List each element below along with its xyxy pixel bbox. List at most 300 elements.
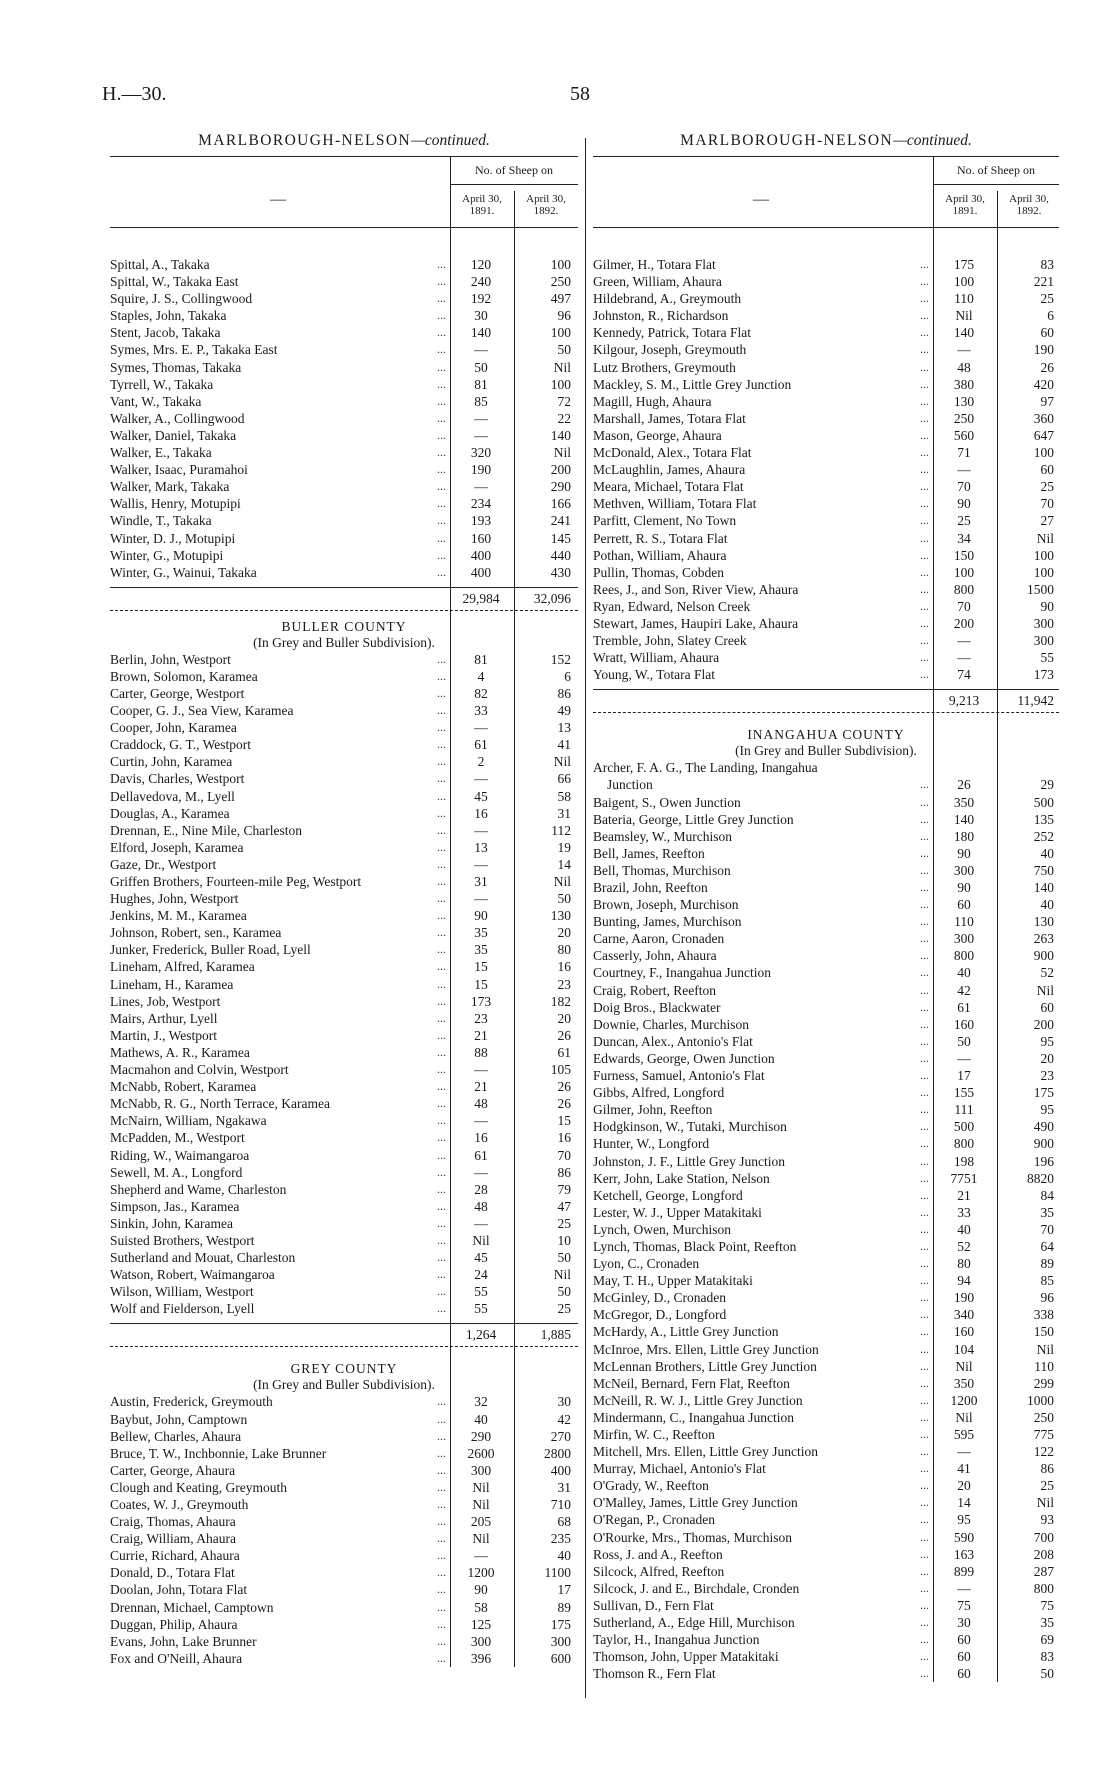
table-row: Archer, F. A. G., The Landing, Inangahua [593,760,818,776]
sheep-1892: 190 [1033,342,1054,358]
sheep-1891: 250 [953,410,975,426]
sheep-1892: 100 [550,376,571,392]
owner-name: O'Grady, W., Reefton [593,1478,709,1494]
table-row [593,598,1059,615]
owner-name: McInroe, Mrs. Ellen, Little Grey Junction [593,1341,819,1357]
sheep-1891: 21 [474,1027,488,1043]
leader-dots: ... [437,1301,446,1316]
sheep-1892: 130 [1033,914,1054,930]
sheep-1892: 40 [1040,845,1054,861]
owner-name: Cooper, G. J., Sea View, Karamea [110,703,294,719]
sheep-1892: 150 [1033,1324,1054,1340]
table-row [593,811,1059,828]
leader-dots: ... [920,325,929,340]
table-row [110,1564,578,1581]
sheep-1892: 140 [1033,880,1054,895]
sheep-1892: 647 [1033,427,1054,443]
left-rows-marlborough [110,256,578,581]
leader-dots: ... [920,462,929,477]
sheep-1892: 100 [550,325,571,341]
sheep-1892: 83 [1040,1649,1054,1665]
sheep-1891: 35 [474,942,488,958]
table-row [110,1633,578,1650]
sheep-1892: 16 [557,959,571,975]
sheep-1892: 26 [557,1027,571,1043]
sheep-1892: 800 [1033,1580,1054,1596]
sheep-1891: Nil [955,1409,973,1425]
sheep-1892: 145 [550,530,571,546]
table-row [593,1529,1059,1546]
sheep-1891: 111 [954,1102,974,1118]
leader-dots: ... [920,291,929,306]
table-row [593,1341,1059,1358]
table-row [110,1599,578,1616]
leader-dots: ... [437,410,446,425]
right-header-dash: — [753,191,769,208]
leader-dots: ... [437,1497,446,1511]
sheep-1892: 25 [1040,1478,1054,1494]
owner-name: Craig, Robert, Reefton [593,982,716,998]
table-row [593,427,1059,444]
leader-dots: ... [437,427,446,442]
leader-dots: ... [920,931,929,946]
leader-dots: ... [920,1238,929,1253]
leader-dots: ... [437,1164,446,1179]
owner-name: Brown, Joseph, Murchison [593,897,739,913]
leader-dots: ... [920,257,929,271]
leader-dots: ... [920,1033,929,1048]
table-row [593,1016,1059,1033]
owner-name: Watson, Robert, Waimangaroa [110,1267,275,1283]
sheep-1891: 81 [474,651,488,667]
owner-name: Drennan, E., Nine Mile, Charleston [110,822,302,838]
sheep-1891: 155 [953,1085,975,1101]
leader-dots: ... [437,908,446,923]
right-rows-inangahua [593,776,1059,1682]
owner-name: Shepherd and Wame, Charleston [110,1181,287,1197]
owner-name: Martin, J., Westport [110,1027,218,1043]
leader-dots: ... [437,308,446,323]
sheep-1892: 70 [1040,1221,1054,1237]
owner-name: Baybut, John, Camptown [110,1411,248,1427]
sheep-1892: 80 [557,942,571,958]
table-row [110,1266,578,1283]
leader-dots: ... [437,685,446,700]
sheep-1892: Nil [1036,1341,1054,1357]
sheep-1892: 22 [557,410,571,426]
sheep-1892: 252 [1033,828,1054,844]
table-row [593,862,1059,879]
sheep-1891: 500 [953,1119,975,1135]
table-row [593,1358,1059,1375]
table-row [593,776,1059,793]
sheep-1891: 300 [470,1462,492,1478]
sheep-1892: 40 [557,1548,571,1564]
sheep-1891: — [957,650,971,666]
sheep-1891: 41 [957,1461,971,1477]
leader-dots: ... [437,1130,446,1145]
sheep-1891: 33 [474,703,488,719]
sheep-1891: 320 [470,445,492,461]
table-row [110,651,578,668]
sheep-1891: 58 [474,1599,488,1615]
leader-dots: ... [920,1409,929,1424]
sheep-1891: 800 [953,581,975,597]
sheep-1892: 49 [557,703,571,719]
sheep-1891: 30 [957,1615,971,1631]
leader-dots: ... [920,359,929,374]
left-table-body [110,228,578,1667]
sheep-1892: 1500 [1027,581,1054,597]
leader-dots: ... [437,1079,446,1094]
sheep-1892: 47 [557,1198,571,1214]
sheep-1892: 72 [557,393,571,409]
leader-dots: ... [437,325,446,340]
sheep-1892: 79 [557,1181,571,1197]
sheep-1892: 300 [1033,633,1054,649]
table-row [110,890,578,907]
leader-dots: ... [437,359,446,374]
table-row [110,341,578,358]
sheep-1892: 14 [557,856,571,872]
leader-dots: ... [920,1615,929,1630]
sheep-1892: 200 [1033,1016,1054,1032]
leader-dots: ... [920,496,929,511]
owner-name: Junction [607,777,653,793]
leader-dots: ... [920,445,929,460]
left-total-row: 29,984 32,096 [110,587,578,611]
leader-dots: ... [437,668,446,683]
table-row [110,495,578,512]
sheep-1891: 400 [470,564,492,580]
table-row [593,1255,1059,1272]
leader-dots: ... [437,788,446,803]
sheep-1891: — [474,1113,488,1129]
sheep-1892: 208 [1033,1546,1054,1562]
sheep-1891: 85 [474,393,488,409]
grey-county-heading: GREY COUNTY [290,1361,398,1377]
sheep-1892: 20 [557,1010,571,1026]
table-row [593,879,1059,896]
table-row [593,256,1059,273]
sheep-1891: 590 [953,1529,975,1545]
leader-dots: ... [920,1136,929,1151]
owner-name: Walker, Isaac, Puramahoi [110,462,248,478]
sheep-1891: 24 [474,1267,488,1283]
sheep-1892: 250 [1033,1409,1054,1425]
owner-name: Methven, William, Totara Flat [593,496,757,512]
leader-dots: ... [920,1495,929,1510]
sheep-1891: 20 [957,1478,971,1494]
sheep-1892: 500 [1033,794,1054,810]
sheep-1891: — [957,1580,971,1596]
owner-name: Bell, Thomas, Murchison [593,862,731,878]
owner-name: Bellew, Charles, Ahaura [110,1428,242,1444]
sheep-1891: 1200 [950,1392,978,1408]
sheep-1892: 13 [557,720,571,736]
sheep-1891: 14 [957,1495,971,1511]
sheep-1891: 192 [470,291,492,307]
owner-name: McNairn, William, Ngakawa [110,1113,267,1129]
leader-dots: ... [920,1649,929,1664]
table-row [593,1597,1059,1614]
owner-name: Brown, Solomon, Karamea [110,668,258,684]
table-row [110,1547,578,1564]
sheep-1891: 16 [474,805,488,821]
sheep-1891: 28 [474,1181,488,1197]
sheep-1892: 250 [550,274,571,290]
sheep-1891: 190 [470,462,492,478]
table-row [110,805,578,822]
table-row [593,1170,1059,1187]
sheep-1891: 61 [474,1147,488,1163]
leader-dots: ... [920,376,929,391]
table-row [593,845,1059,862]
owner-name: Casserly, John, Ahaura [593,948,717,964]
sheep-1892: 25 [557,1301,571,1317]
owner-name: Spittal, W., Takaka East [110,274,239,290]
table-row [110,1462,578,1479]
owner-name: Jenkins, M. M., Karamea [110,908,247,924]
sheep-1892: 23 [557,976,571,992]
leader-dots: ... [920,1170,929,1185]
table-row [593,930,1059,947]
sheep-1891: 50 [474,359,488,375]
table-row [593,1511,1059,1528]
sheep-1891: 100 [953,274,975,290]
leader-dots: ... [437,1616,446,1631]
leader-dots: ... [437,1198,446,1213]
left-title-text: MARLBOROUGH-NELSON [198,132,412,149]
owner-name: Vant, W., Takaka [110,393,202,409]
sheep-1892: 175 [1033,1085,1054,1101]
sheep-1892: 50 [557,1250,571,1266]
sheep-1891: 21 [957,1187,971,1203]
sheep-1892: 175 [550,1616,571,1632]
page-identifier: H.—30. [102,83,167,105]
buller-total-row: 1,264 1,885 [110,1323,578,1347]
table-row [593,341,1059,358]
table-row [593,1033,1059,1050]
leader-dots: ... [920,1324,929,1339]
owner-name: Davis, Charles, Westport [110,771,245,787]
sheep-1891: 13 [474,839,488,855]
table-row [110,461,578,478]
owner-name: Hughes, John, Westport [110,891,239,907]
sheep-1891: 25 [957,513,971,529]
table-row [593,1375,1059,1392]
table-row [593,461,1059,478]
buller-county-heading: BULLER COUNTY [281,618,407,634]
sheep-1892: 35 [1040,1615,1054,1631]
table-row [110,1164,578,1181]
sheep-1892: 50 [557,891,571,907]
leader-dots: ... [437,1531,446,1546]
owner-name: Duggan, Philip, Ahaura [110,1616,238,1632]
table-row [593,1665,1059,1682]
sheep-1892: 16 [557,1130,571,1146]
sheep-1892: 430 [550,564,571,580]
leader-dots: ... [437,1411,446,1426]
owner-name: Carne, Aaron, Cronaden [593,931,725,947]
owner-name: Sutherland, A., Edge Hill, Murchison [593,1615,795,1631]
sheep-1891: — [957,633,971,649]
owner-name: Baigent, S., Owen Junction [593,794,741,810]
sheep-1892: 35 [1040,1204,1054,1220]
table-row [593,896,1059,913]
table-row [593,393,1059,410]
sheep-1891: 205 [470,1514,492,1530]
table-row [110,324,578,341]
sheep-1891: — [474,479,488,495]
table-row [593,1101,1059,1118]
sheep-1891: — [474,1062,488,1078]
sheep-1892: Nil [1036,530,1054,546]
owner-name: Winter, G., Motupipi [110,547,224,563]
sheep-1892: 50 [557,1284,571,1300]
leader-dots: ... [920,1632,929,1647]
sheep-1892: 1000 [1027,1392,1054,1408]
sheep-1892: Nil [553,1267,571,1283]
leader-dots: ... [437,1284,446,1299]
sheep-1891: 300 [953,862,975,878]
sheep-1892: 270 [550,1428,571,1444]
leader-dots: ... [437,1113,446,1128]
owner-name: Lines, Job, Westport [110,993,221,1009]
right-title-text: MARLBOROUGH-NELSON [680,132,894,149]
sheep-1892: 95 [1040,1033,1054,1049]
sheep-1891: — [957,1444,971,1460]
sheep-1891: — [957,462,971,478]
owner-name: Mitchell, Mrs. Ellen, Little Grey Junction [593,1444,818,1460]
owner-name: Kennedy, Patrick, Totara Flat [593,325,752,341]
table-row [593,1631,1059,1648]
sheep-1891: 200 [953,615,975,631]
owner-name: Simpson, Jas., Karamea [110,1198,240,1214]
owner-name: Murray, Michael, Antonio's Flat [593,1461,766,1477]
sheep-1891: Nil [472,1531,490,1547]
sheep-1891: — [474,856,488,872]
leader-dots: ... [920,1187,929,1202]
leader-dots: ... [920,513,929,528]
sheep-1892: Nil [553,445,571,461]
owner-name: Currie, Richard, Ahaura [110,1548,240,1564]
sheep-1892: 69 [1040,1632,1054,1648]
sheep-1892: 26 [1040,359,1054,375]
sheep-1892: 70 [557,1147,571,1163]
sheep-1891: Nil [472,1497,490,1512]
owner-name: Walker, Daniel, Takaka [110,427,237,443]
leader-dots: ... [920,598,929,613]
owner-name: Ryan, Edward, Nelson Creek [593,598,751,614]
table-row [110,976,578,993]
owner-name: Sinkin, John, Karamea [110,1215,233,1231]
table-row [593,1443,1059,1460]
sheep-1891: 31 [474,874,488,889]
leader-dots: ... [920,1102,929,1117]
owner-name: Drennan, Michael, Camptown [110,1599,274,1615]
sheep-1891: 300 [470,1633,492,1649]
sheep-1892: 130 [550,908,571,924]
table-row [110,873,578,890]
sheep-1891: Nil [472,1479,490,1495]
sheep-1892: 420 [1033,376,1054,392]
leader-dots: ... [920,1392,929,1407]
table-row [593,1323,1059,1340]
sheep-1892: 42 [557,1411,571,1427]
owner-name: Curtin, John, Karamea [110,754,233,770]
table-row [593,794,1059,811]
owner-name: Johnston, J. F., Little Grey Junction [593,1153,786,1169]
table-row [110,1249,578,1266]
table-row [110,444,578,461]
sheep-1892: 100 [550,257,571,272]
right-header-col2: April 30, 1892. [1009,193,1049,217]
left-table-header [110,156,578,228]
owner-name: Silcock, Alfred, Reefton [593,1563,725,1579]
sheep-1891: 40 [957,965,971,981]
owner-name: Lineham, H., Karamea [110,976,234,992]
owner-name: Lynch, Owen, Murchison [593,1221,731,1237]
table-row [593,376,1059,393]
owner-name: Squire, J. S., Collingwood [110,291,253,307]
sheep-1891: 595 [953,1427,975,1442]
owner-name: Parfitt, Clement, No Town [593,513,737,529]
leader-dots: ... [920,1546,929,1561]
leader-dots: ... [920,982,929,997]
leader-dots: ... [437,496,446,511]
table-row [593,964,1059,981]
leader-dots: ... [920,530,929,545]
sheep-1892: 19 [557,839,571,855]
inangahua-county-subheading: (In Grey and Buller Subdivision). [735,743,917,759]
owner-name: Doolan, John, Totara Flat [110,1582,248,1598]
sheep-1891: 2600 [467,1445,495,1461]
owner-name: Lester, W. J., Upper Matakitaki [593,1204,762,1220]
leader-dots: ... [437,703,446,718]
leader-dots: ... [437,274,446,289]
sheep-1891: 48 [474,1198,488,1214]
sheep-1891: 140 [953,325,975,341]
leader-dots: ... [437,1462,446,1477]
owner-name: Mirfin, W. C., Reefton [593,1427,715,1442]
sheep-1891: 300 [953,931,975,947]
sheep-1892: 96 [1040,1290,1054,1306]
sheep-1892: 23 [1040,1068,1054,1084]
sheep-1891: 74 [957,667,971,683]
table-row [593,1238,1059,1255]
table-row [593,1050,1059,1067]
owner-name: Meara, Michael, Totara Flat [593,479,744,495]
table-row [593,1494,1059,1511]
leader-dots: ... [920,427,929,442]
sheep-1891: 55 [474,1284,488,1300]
sheep-1891: Nil [472,1232,490,1248]
sheep-1892: 10 [557,1232,571,1248]
leader-dots: ... [437,856,446,871]
table-row [110,770,578,787]
leader-dots: ... [920,948,929,963]
leader-dots: ... [920,1478,929,1493]
leader-dots: ... [920,845,929,860]
owner-name: Sullivan, D., Fern Flat [593,1597,714,1613]
sheep-1892: Nil [553,359,571,375]
owner-name: Symes, Thomas, Takaka [110,359,242,375]
table-row [110,1027,578,1044]
sheep-1892: 50 [557,342,571,358]
owner-name: Cooper, John, Karamea [110,720,237,736]
owner-name: McDonald, Alex., Totara Flat [593,445,752,461]
